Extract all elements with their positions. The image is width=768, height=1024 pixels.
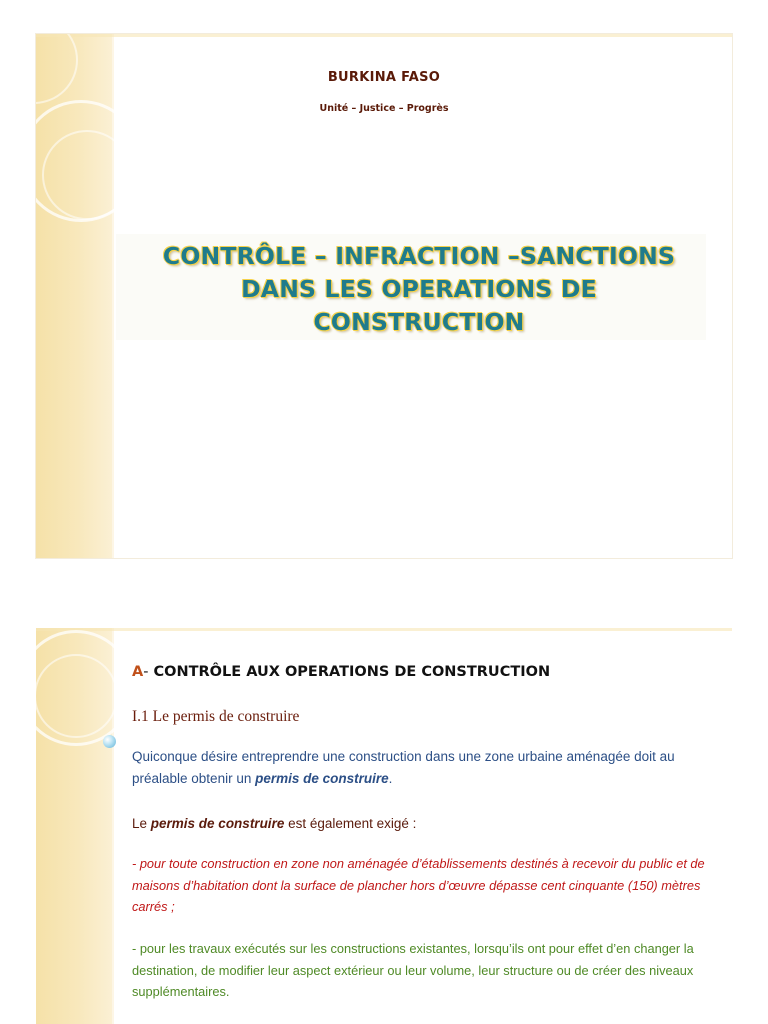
decorative-circle-inner	[42, 130, 132, 220]
decorative-circle-inner	[36, 654, 118, 738]
paragraph-also-required	[132, 813, 722, 835]
para2-end: est également exigé :	[284, 816, 417, 831]
section-heading	[132, 664, 722, 680]
paragraph-new-construction: - pour toute construction en zone non aménagée d’établissements destinés à recevoir du public et de maisons d’habitation dont la surface de plancher hors d’œuvre dépasse cent cinquante (150) mètres carrés ;	[132, 856, 705, 914]
heading-letter: A	[132, 664, 144, 680]
content-slide	[36, 628, 732, 1024]
country-name: BURKINA FASO	[327, 70, 441, 85]
top-strip	[36, 628, 732, 631]
para1-text: Quiconque désire entreprendre une construction dans une zone urbaine aménagée doit au préalable obtenir un	[132, 749, 675, 786]
para2-emphasis: permis de construire	[150, 816, 285, 831]
title-slide	[36, 34, 732, 558]
paragraph-existing-works: - pour les travaux exécutés sur les constructions existantes, lorsqu’ils ont pour effet d’en changer la destination, de modifier leur aspect extérieur ou leur volume, leur structure ou de créer des niveaux supplémentaires.	[132, 941, 694, 999]
para1-emphasis: permis de construire	[255, 771, 389, 786]
heading-text: CONTRÔLE AUX OPERATIONS DE CONSTRUCTION	[148, 664, 551, 680]
slide-title	[106, 240, 732, 339]
national-motto: Unité – Justice – Progrès	[319, 103, 449, 114]
para2-text: Le	[132, 816, 151, 831]
heading-dash: -	[143, 664, 149, 680]
top-strip	[36, 34, 732, 37]
title-line-1: CONTRÔLE – INFRACTION –SANCTIONS	[162, 242, 676, 270]
paragraph-requirement	[132, 746, 722, 790]
para1-end: .	[388, 771, 393, 786]
subsection-heading: I.1 Le permis de construire	[132, 708, 300, 725]
title-line-2: DANS LES OPERATIONS DE	[241, 275, 597, 303]
blue-bullet-dot-icon	[103, 735, 116, 748]
title-line-3: CONSTRUCTION	[313, 308, 525, 336]
